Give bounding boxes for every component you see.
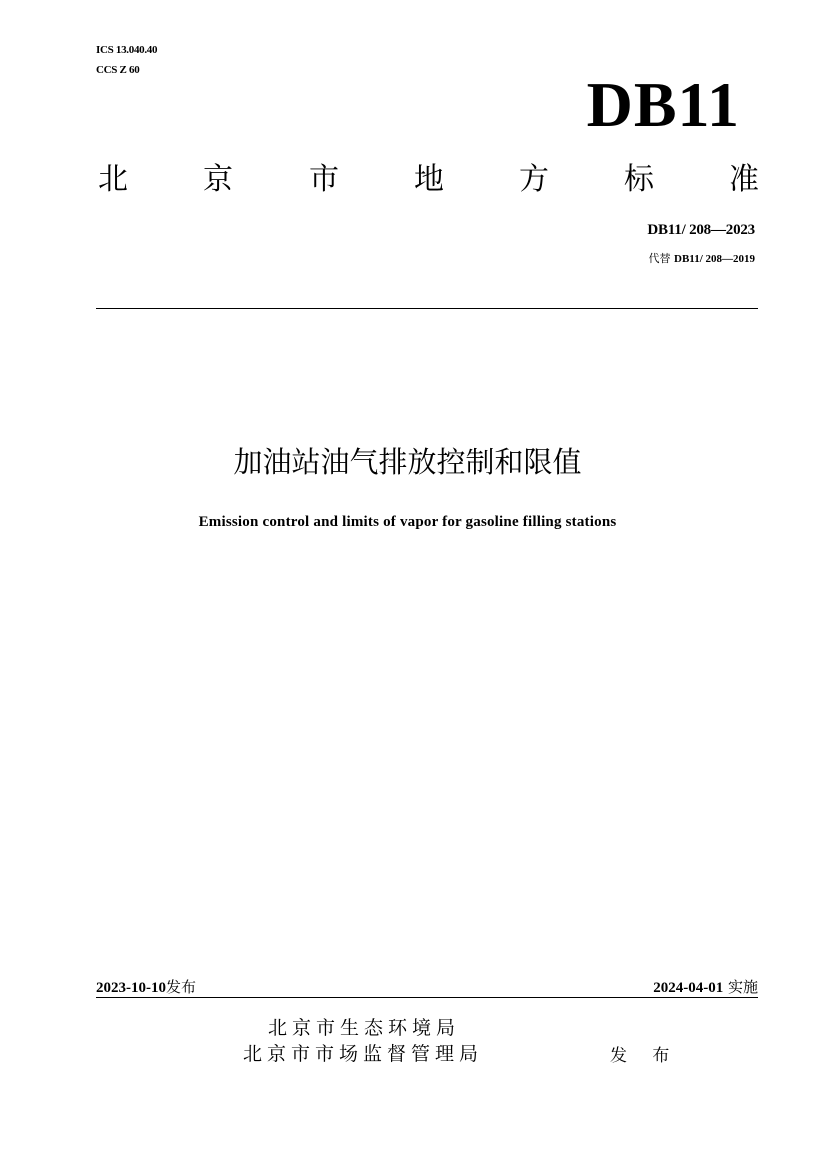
replaces-line [649,250,755,266]
replaced-standard-number: DB11/ 208—2019 [674,253,755,265]
standard-type-char: 京 [203,162,233,197]
standard-type-char: 地 [414,162,444,197]
implementation-date-line [653,976,758,999]
document-title-en: Emission control and limits of vapor for gasoline filling stations [198,514,617,530]
standard-number: DB11/ 208—2023 [647,222,755,238]
standard-type-char: 市 [309,162,339,197]
ics-code: ICS 13.040.40 [96,44,158,56]
publish-label: 发 布 [610,1046,680,1066]
footer-divider [96,997,758,998]
issuer-name: 北京市生态环境局 [268,1017,461,1039]
release-label: 发布 [166,978,197,996]
release-date: 2023-10-10 [96,980,166,996]
standard-type-char: 标 [624,162,654,197]
issuer-name: 北京市市场监督管理局 [243,1043,484,1065]
release-date-line [96,976,196,999]
implementation-label: 实施 [727,978,758,996]
document-title-zh: 加油站油气排放控制和限值 [233,445,582,479]
db11-logo: DB11 [586,69,740,140]
implementation-date: 2024-04-01 [653,980,724,996]
standard-type-char: 北 [98,162,128,197]
replaces-label: 代替 [648,252,671,265]
header-divider [96,308,758,309]
ccs-code: CCS Z 60 [96,64,140,76]
standard-type-char: 准 [729,162,759,197]
standard-type-char: 方 [519,162,549,197]
